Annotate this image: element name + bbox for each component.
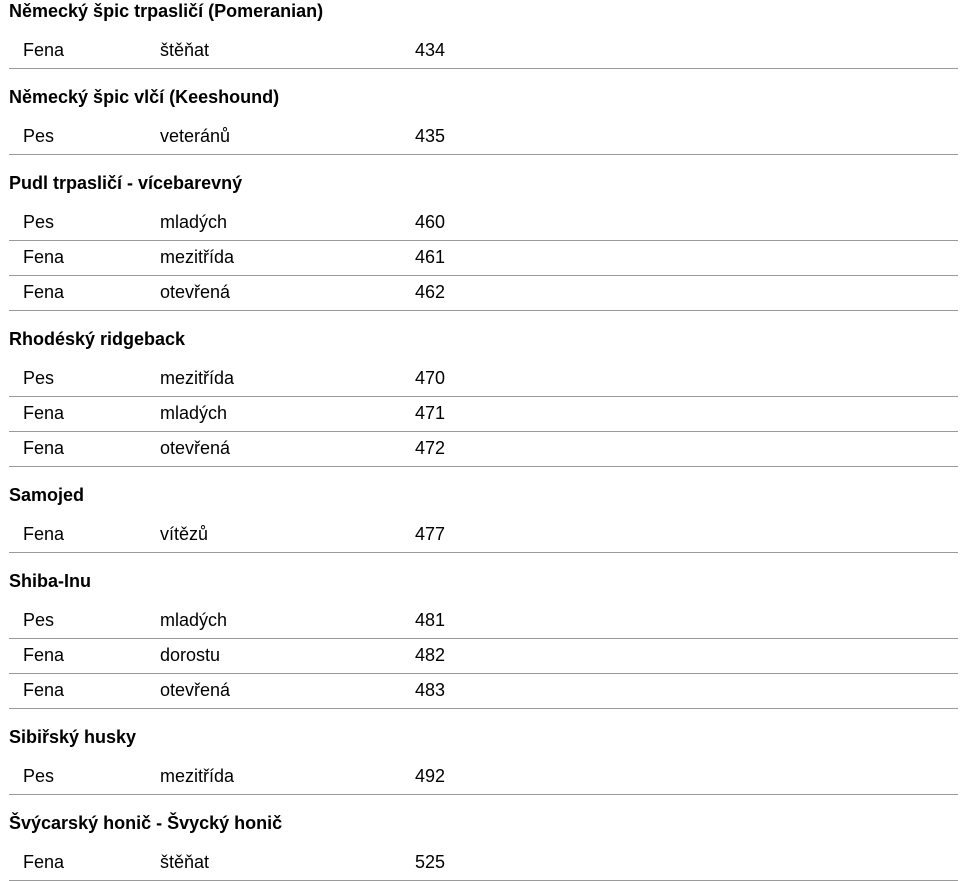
entry-class: dorostu [160,645,221,665]
breed-section [0,726,960,812]
entry-class: otevřená [160,680,231,700]
entry-row [9,34,958,69]
entry-sex: Pes [23,766,55,786]
entry-sex: Fena [23,852,65,872]
entry-class: štěňat [160,852,210,872]
entry-class: štěňat [160,40,210,60]
breed-section [0,0,960,86]
section-spacer [0,709,960,726]
breed-title: Švýcarský honič - Švycký honič [9,813,283,833]
entry-class: otevřená [160,282,231,302]
entry-number: 492 [415,766,446,786]
entry-row [9,760,958,795]
entry-class: otevřená [160,438,231,458]
entry-number: 470 [415,368,446,388]
breed-section [0,328,960,484]
entry-row [9,846,958,881]
entry-row [9,120,958,155]
entry-row [9,241,958,276]
entry-class: mezitřída [160,766,235,786]
entry-row [9,518,958,553]
entry-number: 483 [415,680,446,700]
section-spacer [0,155,960,172]
breed-section [0,812,960,881]
entry-class: mladých [160,212,228,232]
section-spacer [0,795,960,812]
entry-row [9,276,958,311]
entry-class: veteránů [160,126,231,146]
entry-number: 471 [415,403,446,423]
entry-row [9,206,958,241]
entry-sex: Fena [23,403,65,423]
entry-class: vítězů [160,524,209,544]
entry-sex: Fena [23,438,65,458]
breed-title: Německý špic trpasličí (Pomeranian) [9,1,324,21]
breed-title: Německý špic vlčí (Keeshound) [9,87,280,107]
entry-sex: Fena [23,680,65,700]
entry-sex: Fena [23,645,65,665]
entry-number: 525 [415,852,446,872]
breed-title: Shiba-Inu [9,571,91,591]
entry-number: 435 [415,126,446,146]
breed-title: Samojed [9,485,85,505]
section-spacer [0,69,960,86]
entry-number: 472 [415,438,446,458]
entry-number: 477 [415,524,446,544]
entry-sex: Pes [23,610,55,630]
entry-number: 462 [415,282,446,302]
entry-row [9,674,958,709]
entry-row [9,432,958,467]
entry-number: 481 [415,610,446,630]
section-spacer [0,311,960,328]
entry-sex: Fena [23,247,65,267]
entry-sex: Fena [23,524,65,544]
entry-class: mladých [160,403,228,423]
section-spacer [0,553,960,570]
entry-class: mladých [160,610,228,630]
entry-number: 434 [415,40,446,60]
entry-class: mezitřída [160,247,235,267]
breed-title: Pudl trpasličí - vícebarevný [9,173,243,193]
entry-row [9,362,958,397]
entry-class: mezitřída [160,368,235,388]
entry-row [9,604,958,639]
entry-row [9,397,958,432]
breed-section [0,484,960,570]
section-spacer [0,467,960,484]
entry-sex: Pes [23,368,55,388]
entry-sex: Pes [23,212,55,232]
entry-sex: Pes [23,126,55,146]
breed-title: Sibiřský husky [9,727,137,747]
entry-row [9,639,958,674]
breed-title: Rhodéský ridgeback [9,329,186,349]
entry-sex: Fena [23,40,65,60]
breed-section [0,172,960,328]
entry-sex: Fena [23,282,65,302]
entry-number: 461 [415,247,446,267]
entry-number: 460 [415,212,446,232]
breed-section [0,86,960,172]
entry-number: 482 [415,645,446,665]
breed-section [0,570,960,726]
